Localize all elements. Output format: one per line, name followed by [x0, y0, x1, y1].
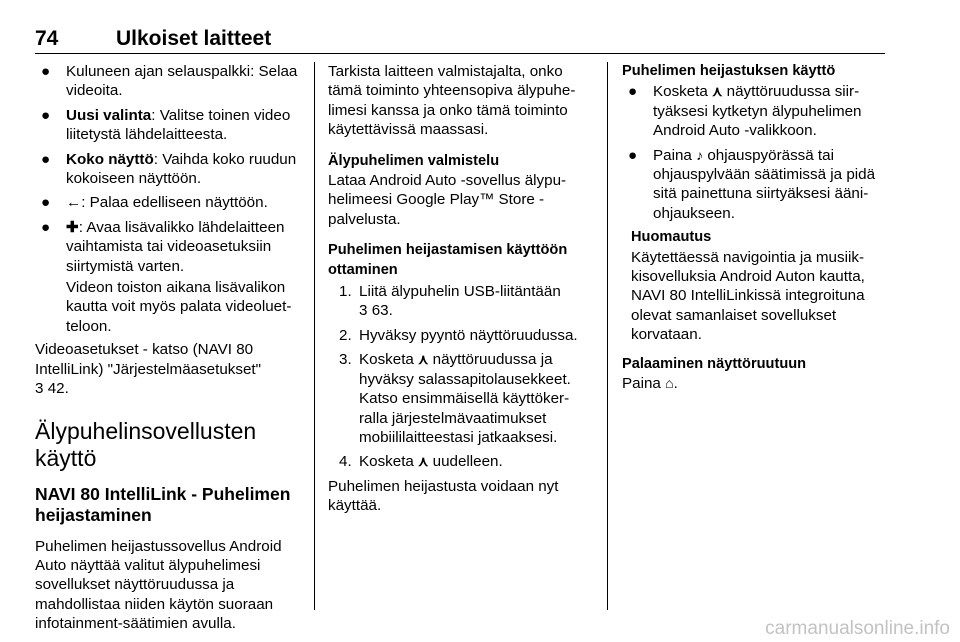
- plus-icon: ✚: [66, 218, 79, 236]
- android-auto-icon: ⋏: [418, 351, 429, 368]
- new-selection-label: Uusi valinta: [66, 106, 152, 124]
- list-item: 4. Kosketa ⋏ uudelleen.: [339, 453, 503, 471]
- list-item: 2. Hyväksy pyyntö näyttöruudussa.: [339, 326, 578, 344]
- reference-arrow-icon: 3: [35, 380, 44, 398]
- list-item-continuation: Videon toiston aikana lisävalikon kautta voit myös palata videoluetteloon.: [66, 279, 292, 335]
- bullet-icon: ●: [41, 194, 51, 212]
- list-item: ● Koko näyttö: Vaihda koko ruudun kokoiseen näyttöön.: [41, 150, 297, 188]
- page-title: Ulkoiset laitteet: [116, 27, 272, 50]
- paragraph: Tarkista laitteen valmistajalta, onko tämä toiminto yhteensopiva älypuhelimesi kanssa ja onko tämä toiminto käytettävissä maassasi.: [328, 63, 576, 139]
- list-item: ● Kuluneen ajan selauspalkki: Selaa videoita.: [41, 63, 298, 100]
- bullet-icon: ●: [628, 146, 638, 164]
- subheading: Puhelimen heijastamisen käyttöön ottaminen: [328, 242, 568, 278]
- fullscreen-label: Koko näyttö: [66, 150, 154, 168]
- list-item: ● Paina ♪ ohjauspyörässä tai ohjauspylvään säätimissä ja pidä sitä painettuna siirtyäksesi ääniohjaukseen.: [628, 146, 876, 222]
- page-header: [35, 27, 885, 54]
- bullet-icon: ●: [41, 63, 51, 80]
- reference-arrow-icon: 3: [359, 302, 368, 320]
- intro-paragraph: Puhelimen heijastussovellus Android Auto näyttää valitut älypuhelimesi sovellukset näyttöruudussa ja mahdollistaa niiden käytön suoraan infotainment-säätimien avulla.: [35, 537, 282, 633]
- android-auto-icon: ⋏: [712, 83, 723, 100]
- column-divider: [607, 62, 608, 610]
- android-auto-icon: ⋏: [418, 453, 429, 470]
- list-item: 3. Kosketa ⋏ näyttöruudussa ja hyväksy salassapitolausekkeet. Katso ensimmäisellä käyttökerralla järjestelmävaatimukset mobiililaitteestasi jatkaaksesi.: [339, 351, 571, 446]
- voice-control-icon: ♪: [696, 146, 704, 163]
- page-number: 74: [35, 27, 59, 50]
- bullet-icon: ●: [628, 83, 638, 101]
- paragraph: Paina ⌂.: [622, 375, 678, 393]
- column-middle: [328, 62, 590, 516]
- subheading: Älypuhelimen valmistelu: [328, 152, 500, 169]
- paragraph: Lataa Android Auto -sovellus älypuhelimeesi Google Play™ Store -palvelusta.: [328, 172, 567, 228]
- subsection-heading: NAVI 80 IntelliLink - Puhelimen heijastaminen: [35, 483, 291, 525]
- note-box: [622, 228, 894, 344]
- list-item: ● ←: Palaa edelliseen näyttöön.: [41, 194, 268, 212]
- column-divider: [314, 62, 315, 610]
- column-right: [622, 62, 894, 394]
- subheading: Palaaminen näyttöruutuun: [622, 355, 807, 372]
- list-item: ● Uusi valinta: Valitse toinen video liitetystä lähdelaitteesta.: [41, 106, 291, 144]
- home-icon: ⌂: [665, 375, 674, 392]
- settings-reference: Videoasetukset - katso (NAVI 80 IntelliLink) "Järjestelmäasetukset" 3 42.: [35, 341, 262, 398]
- bullet-icon: ●: [41, 150, 51, 168]
- list-item: 1. Liitä älypuhelin USB-liitäntään 3 63.: [339, 283, 561, 320]
- note-text: Käytettäessä navigointia ja musiikkisovelluksia Android Auton kautta, NAVI 80 IntelliLinkissä integroituna olevat samanlaiset sovellukset korvataan.: [631, 248, 865, 344]
- back-arrow-icon: ←: [66, 194, 82, 212]
- column-left: [35, 62, 307, 634]
- section-heading: Älypuhelinsovellusten käyttö: [35, 417, 257, 471]
- paragraph: Puhelimen heijastusta voidaan nyt käyttää.: [328, 477, 559, 515]
- list-item: ● Kosketa ⋏ näyttöruudussa siirtyäksesi kytketyn älypuhelimen Android Auto -valikkoon.: [628, 83, 862, 140]
- list-item: ● ✚: Avaa lisävalikko lähdelaitteen vaihtamista tai videoasetuksiin siirtymistä varten.: [41, 218, 285, 275]
- watermark: carmanualsonline.info: [765, 618, 950, 639]
- subheading: Puhelimen heijastuksen käyttö: [622, 63, 836, 79]
- bullet-icon: ●: [41, 106, 51, 124]
- note-title: Huomautus: [631, 229, 712, 246]
- bullet-icon: ●: [41, 218, 51, 236]
